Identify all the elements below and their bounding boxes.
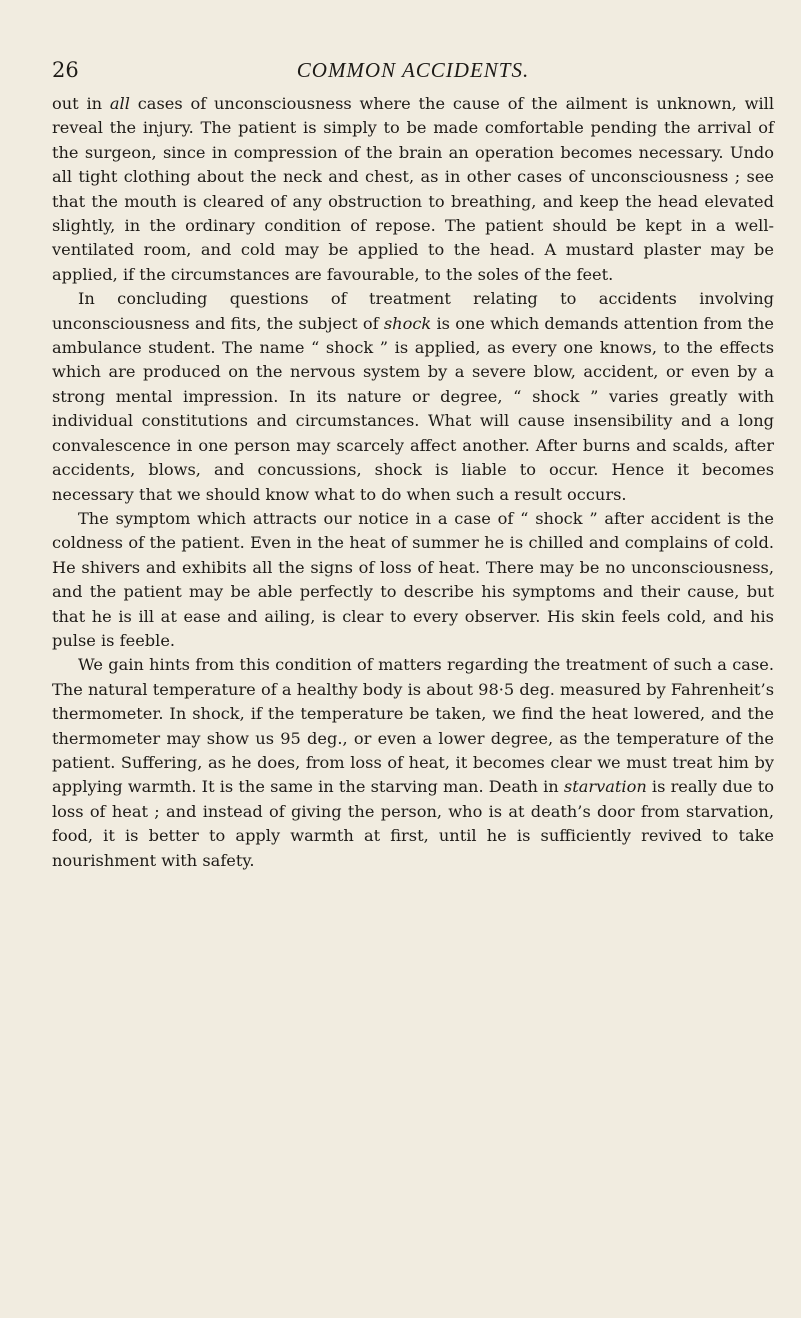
running-title: COMMON ACCIDENTS. <box>296 58 530 82</box>
page-header <box>52 58 774 88</box>
paragraph-treatment: We gain hints from this condition of matters regarding the treatment of such a case. The natural temperature of a healthy body is about 98·5 deg. measured by Fahrenheit’s thermometer. In shock, if the temperature be taken, we find the heat lowered, and the thermometer may show us 95 deg., or even a lower degree, as the temperature of the patient. Suffering, as he does, from loss of heat, it becomes clear we must treat him by applying warmth. It is the same in the starving man. Death in starvation is really due to loss of heat ; and instead of giving the person, who is at death’s door from starvation, food, it is better to apply warmth at first, until he is sufficiently revived to take nourishment with safety. <box>52 655 774 870</box>
paragraph-shock-intro: In concluding questions of treatment relating to accidents involving unconsciousness and fits, the subject of shock is one which demands attention from the ambulance student. The name “ shock ” is applied, as every one knows, to the effects which are produced on the nervous system by a severe blow, accident, or even by a strong mental impression. In its nature or degree, “ shock ” varies greatly with individual constitutions and circumstances. What will cause insensibility and a long convalescence in one person may scarcely affect another. After burns and scalds, after accidents, blows, and concussions, shock is liable to occur. Hence it becomes necessary that we should know what to do when such a result occurs. <box>52 289 774 504</box>
body-text <box>52 92 774 873</box>
paragraph-continuation: out in all cases of unconsciousness where the cause of the ailment is unknown, will reveal the injury. The patient is simply to be made comfortable pending the arrival of the surgeon, since in compression of the brain an operation becomes necessary. Undo all tight clothing about the neck and chest, as in other cases of unconsciousness ; see that the mouth is cleared of any obstruction to breathing, and keep the head elevated slightly, in the ordinary condition of repose. The patient should be kept in a well-ventilated room, and cold may be applied to the head. A mustard plaster may be applied, if the circumstances are favourable, to the soles of the feet. <box>52 94 774 284</box>
paragraph-symptoms: The symptom which attracts our notice in a case of “ shock ” after accident is the coldness of the patient. Even in the heat of summer he is chilled and complains of cold. He shivers and exhibits all the signs of loss of heat. There may be no unconsciousness, and the patient may be able perfectly to describe his symptoms and their cause, but that he is ill at ease and ailing, is clear to every observer. His skin feels cold, and his pulse is feeble. <box>52 508 774 650</box>
emphasis-shock: shock <box>383 313 432 333</box>
emphasis-starvation: starvation <box>563 777 647 797</box>
emphasis-all: all <box>109 94 130 113</box>
book-page <box>52 58 774 873</box>
page-number: 26 <box>52 58 79 82</box>
